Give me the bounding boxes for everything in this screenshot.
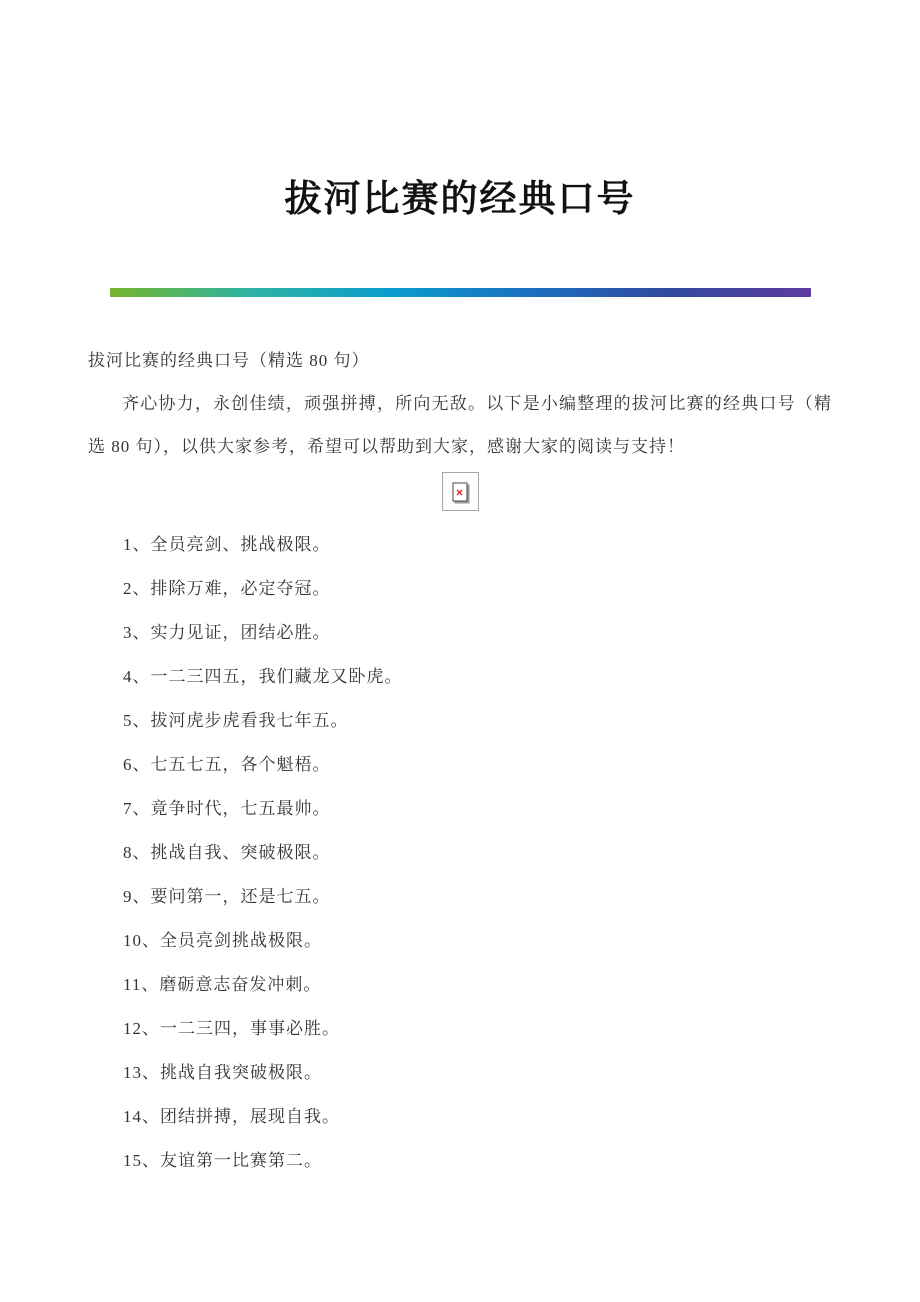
slogan-item: 1、全员亮剑、挑战极限。	[123, 535, 331, 554]
slogan-item: 8、挑战自我、突破极限。	[123, 843, 331, 862]
slogan-item: 3、实力见证，团结必胜。	[123, 623, 331, 642]
slogan-item: 13、挑战自我突破极限。	[123, 1063, 322, 1082]
slogan-item: 4、一二三四五，我们藏龙又卧虎。	[123, 667, 403, 686]
slogan-item: 2、排除万难，必定夺冠。	[123, 579, 331, 598]
document-body	[0, 339, 920, 1183]
broken-image-x-icon: ×	[453, 482, 468, 501]
subtitle-text: 拔河比赛的经典口号（精选 80 句）	[88, 351, 370, 370]
slogan-item: 14、团结拼搏，展现自我。	[123, 1107, 340, 1126]
intro-paragraph: 齐心协力，永创佳绩，顽强拼搏，所向无敌。以下是小编整理的拔河比赛的经典口号（精选 80 句），以供大家参考，希望可以帮助到大家，感谢大家的阅读与支持！	[88, 394, 832, 456]
slogan-item: 7、竟争时代，七五最帅。	[123, 799, 331, 818]
page-title: 拔河比赛的经典口号	[284, 179, 636, 220]
slogan-item: 10、全员亮剑挑战极限。	[123, 931, 322, 950]
slogan-item: 6、七五七五，各个魁梧。	[123, 755, 331, 774]
slogan-list	[88, 523, 832, 1183]
slogan-item: 11、磨砺意志奋发冲刺。	[123, 975, 322, 994]
slogan-item: 5、拔河虎步虎看我七年五。	[123, 711, 349, 730]
broken-image-placeholder[interactable]	[442, 472, 479, 511]
slogan-item: 12、一二三四，事事必胜。	[123, 1019, 340, 1038]
slogan-item: 15、友谊第一比赛第二。	[123, 1151, 322, 1170]
image-placeholder-row	[88, 472, 832, 512]
gradient-divider	[110, 288, 811, 297]
slogan-item: 9、要问第一，还是七五。	[123, 887, 331, 906]
